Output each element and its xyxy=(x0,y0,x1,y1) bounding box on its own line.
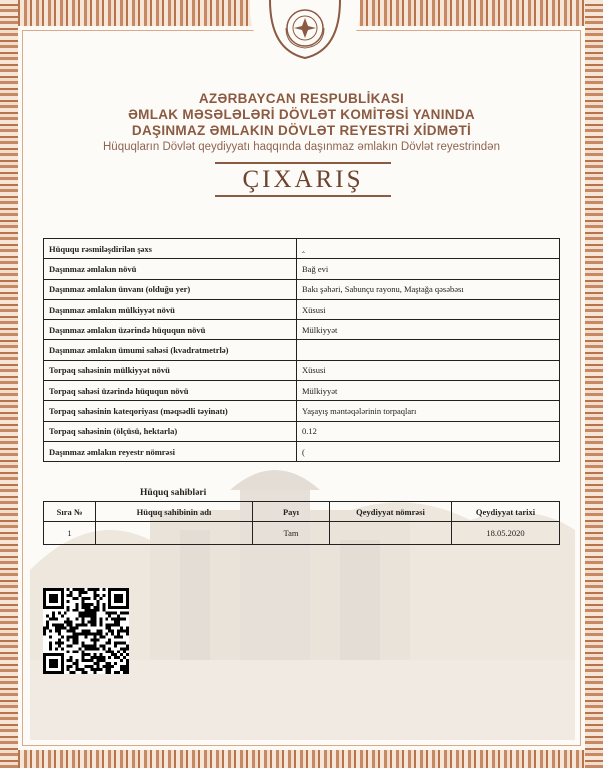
table-row xyxy=(44,360,560,380)
state-emblem-icon xyxy=(250,0,360,66)
info-label: Daşınmaz əmlakın ümumi sahəsi (kvadratmetrlə) xyxy=(44,340,297,360)
title-rule-top xyxy=(215,162,391,164)
owners-col-index: Sıra № xyxy=(44,502,96,522)
header-line-3: DAŞINMAZ ƏMLAKIN DÖVLƏT REYESTRİ XİDMƏTİ xyxy=(131,123,472,138)
header-line-2: ƏMLAK MƏSƏLƏLƏRİ DÖVLƏT KOMİTƏSİ YANINDA xyxy=(128,107,475,122)
title-rule-bottom xyxy=(215,195,391,197)
info-value: ‸ xyxy=(297,239,560,259)
table-row xyxy=(44,401,560,421)
header-subtitle: Hüquqların Dövlət qeydiyyatı haqqında daşınmaz əmlakın Dövlət reyestrindən xyxy=(103,141,500,153)
owner-index: 1 xyxy=(44,522,96,545)
property-info-table xyxy=(43,238,560,462)
owners-col-reg-number: Qeydiyyat nömrəsi xyxy=(330,502,452,522)
owner-name xyxy=(96,522,253,545)
info-value: Bağ evi xyxy=(297,259,560,279)
document-title-block xyxy=(213,158,393,198)
owner-share: Tam xyxy=(253,522,330,545)
owner-reg-number xyxy=(330,522,452,545)
info-label: Hüququ rəsmiləşdirilən şəxs xyxy=(44,239,297,259)
owners-col-name: Hüquq sahibinin adı xyxy=(96,502,253,522)
owners-header-row xyxy=(44,502,560,522)
table-row xyxy=(44,259,560,279)
qr-code-icon[interactable] xyxy=(42,588,130,674)
info-label: Daşınmaz əmlakın növü xyxy=(44,259,297,279)
info-value: ( xyxy=(297,441,560,461)
table-row xyxy=(44,441,560,461)
table-row xyxy=(44,299,560,319)
info-label: Daşınmaz əmlakın reyestr nömrəsi xyxy=(44,441,297,461)
table-row xyxy=(44,239,560,259)
table-row xyxy=(44,421,560,441)
header-line-1: AZƏRBAYCAN RESPUBLİKASI xyxy=(198,91,405,106)
info-value xyxy=(297,340,560,360)
info-label: Daşınmaz əmlakın ünvanı (olduğu yer) xyxy=(44,279,297,299)
owner-reg-date: 18.05.2020 xyxy=(452,522,560,545)
info-value: Xüsusi xyxy=(297,299,560,319)
frame-border-bottom xyxy=(0,750,603,768)
info-label: Torpaq sahəsi üzərində hüququn növü xyxy=(44,381,297,401)
owners-table xyxy=(43,501,560,545)
owners-col-reg-date: Qeydiyyat tarixi xyxy=(452,502,560,522)
info-value: Bakı şəhəri, Sabunçu rayonu, Maştağa qəsəbəsı xyxy=(297,279,560,299)
info-label: Daşınmaz əmlakın mülkiyyət növü xyxy=(44,299,297,319)
info-value: Xüsusi xyxy=(297,360,560,380)
table-row xyxy=(44,522,560,545)
owners-col-share: Payı xyxy=(253,502,330,522)
table-row xyxy=(44,320,560,340)
info-label: Torpaq sahəsinin (ölçüsü, hektarla) xyxy=(44,421,297,441)
info-label: Torpaq sahəsinin kateqoriyası (məqsədli təyinatı) xyxy=(44,401,297,421)
emblem-area xyxy=(250,0,360,66)
info-value: Yaşayış məntəqələrinin torpaqları xyxy=(297,401,560,421)
info-value: Mülkiyyət xyxy=(297,381,560,401)
table-row xyxy=(44,279,560,299)
table-row xyxy=(44,340,560,360)
info-value: Mülkiyyət xyxy=(297,320,560,340)
document-title: ÇIXARIŞ xyxy=(242,166,364,193)
info-label: Daşınmaz əmlakın üzərində hüququn növü xyxy=(44,320,297,340)
info-label: Torpaq sahəsinin mülkiyyət növü xyxy=(44,360,297,380)
owners-title: Hüquq sahibləri xyxy=(140,488,207,498)
info-value: 0.12 xyxy=(297,421,560,441)
table-row xyxy=(44,381,560,401)
